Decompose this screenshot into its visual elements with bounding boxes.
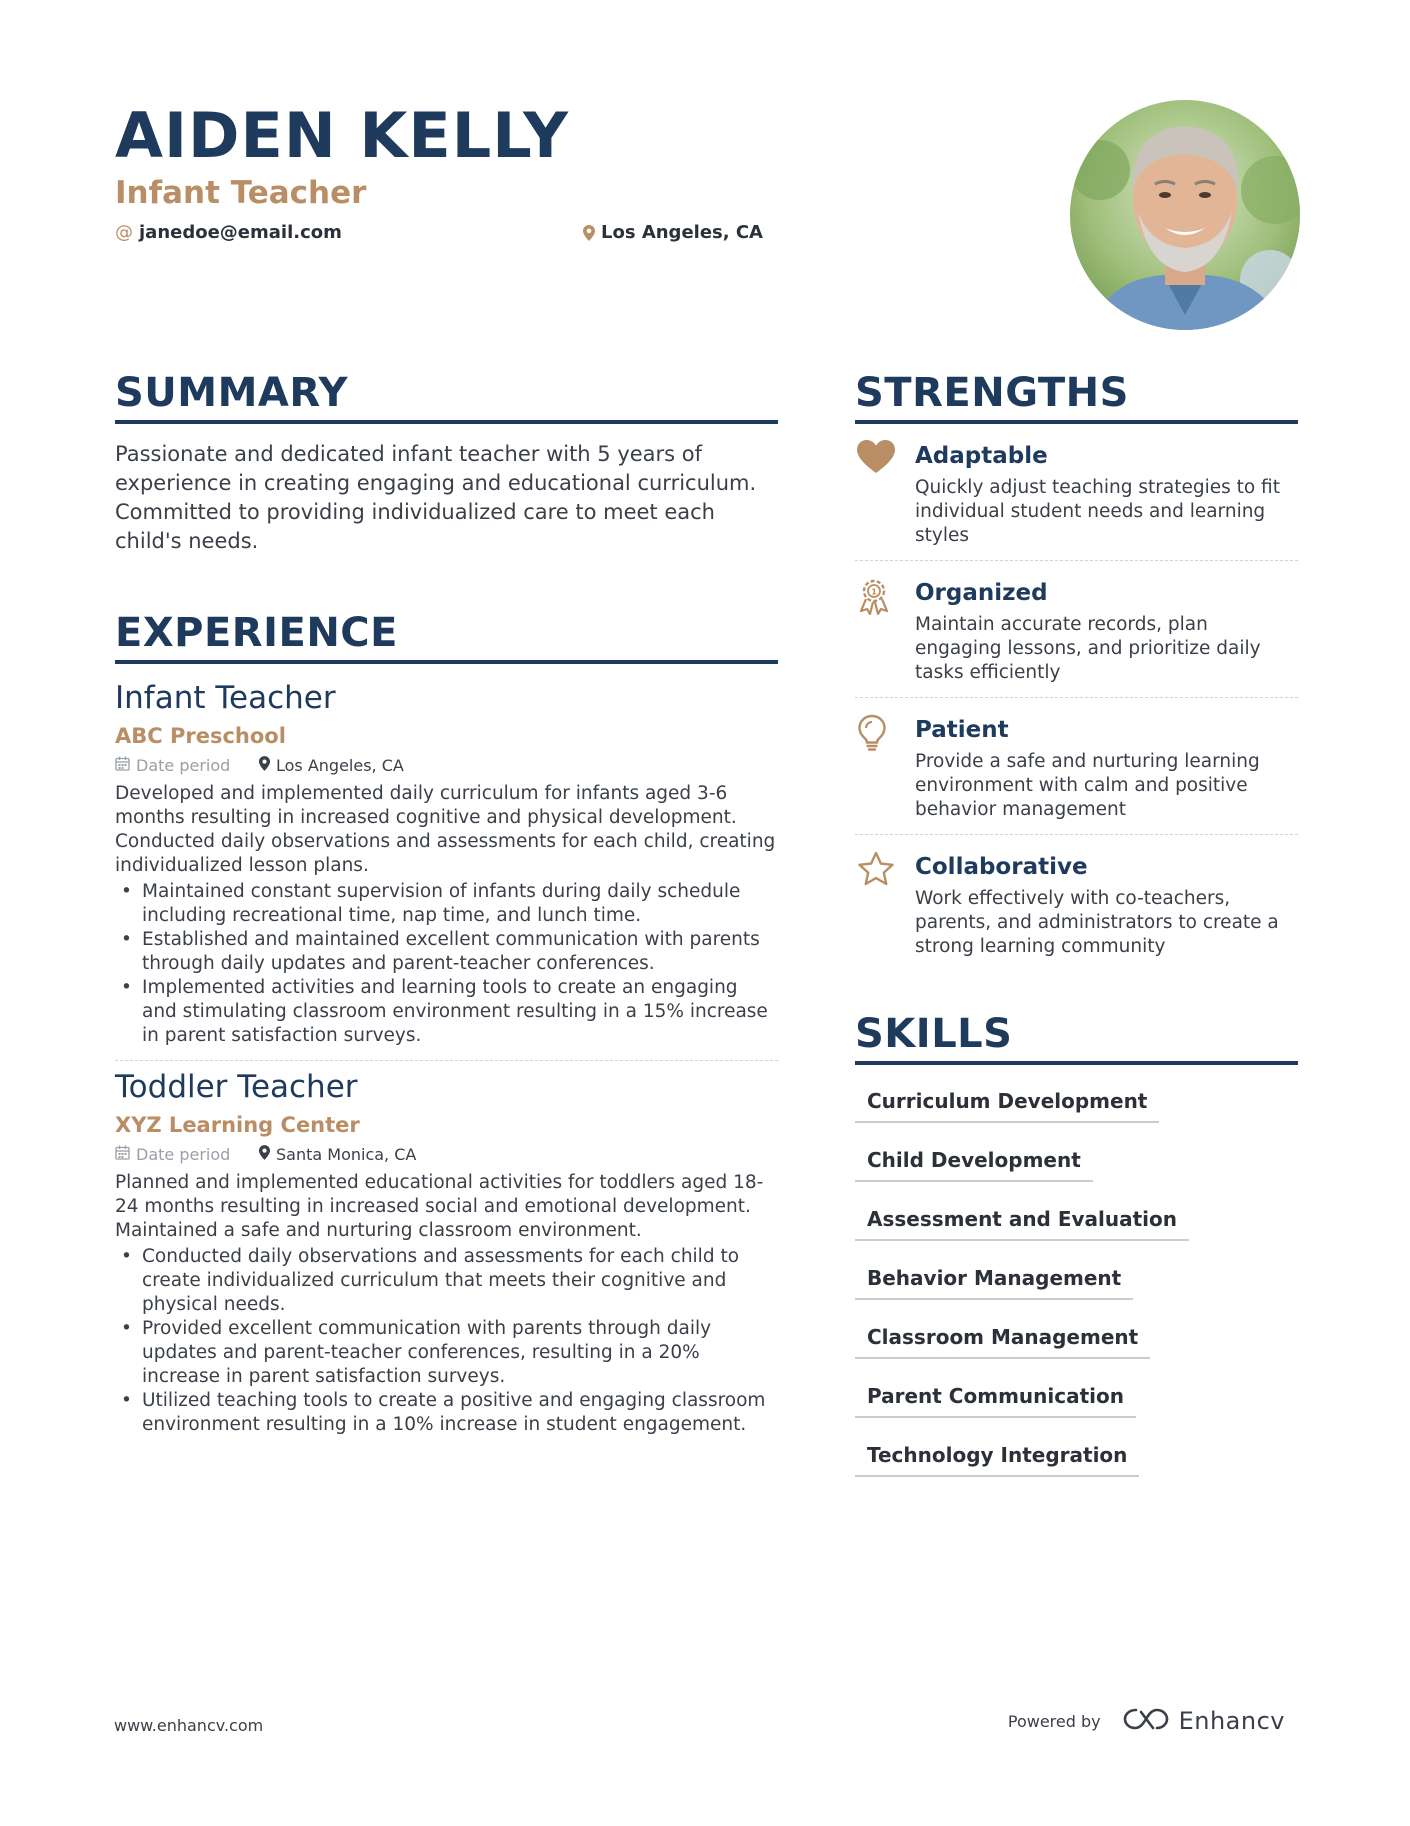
location-pin-icon xyxy=(259,754,270,778)
job-location: Los Angeles, CA xyxy=(259,754,404,778)
job-bullets xyxy=(115,880,778,1048)
job-location: Santa Monica, CA xyxy=(259,1143,416,1167)
strength-title: Organized xyxy=(915,580,1048,606)
job-meta xyxy=(115,754,778,778)
at-sign-icon: @ xyxy=(115,222,133,243)
candidate-role: Infant Teacher xyxy=(115,175,367,211)
job-title: Toddler Teacher xyxy=(115,1069,358,1105)
location-contact xyxy=(583,222,763,243)
footer-website[interactable]: www.enhancv.com xyxy=(114,1716,264,1735)
strengths-section xyxy=(855,368,1298,971)
strength-item xyxy=(855,835,1298,971)
brand-name: Enhancv xyxy=(1178,1707,1285,1735)
list-item: • Implemented activities and learning tools to create an engaging and stimulating classroom environment resulting in a 15% increase in parent satisfaction surveys. xyxy=(115,976,778,1048)
list-item: • Established and maintained excellent communication with parents through daily updates and parent-teacher conferences. xyxy=(115,928,778,976)
strength-title: Patient xyxy=(915,717,1009,743)
email-contact[interactable] xyxy=(115,222,342,243)
job-description: Planned and implemented educational activities for toddlers aged 18-24 months resulting in increased social and emotional development. Maintained a safe and nurturing classroom environment. xyxy=(115,1172,764,1241)
lightbulb-icon xyxy=(855,714,915,822)
skills-list xyxy=(855,1087,1298,1500)
experience-section xyxy=(115,608,778,1437)
footer-branding xyxy=(1008,1706,1285,1736)
strength-item xyxy=(855,561,1298,698)
resume-header xyxy=(115,100,835,250)
job-date: Date period xyxy=(115,1143,259,1167)
right-column xyxy=(855,368,1298,1500)
job-bullets xyxy=(115,1245,778,1437)
experience-heading: EXPERIENCE xyxy=(115,608,778,664)
job-entry xyxy=(115,678,778,1048)
skills-section xyxy=(855,1009,1298,1500)
list-item: • Provided excellent communication with parents through daily updates and parent-teacher conferences, resulting in a 20% increase in parent satisfaction surveys. xyxy=(115,1317,778,1389)
list-item: • Conducted daily observations and assessments for each child to create individualized curriculum that meets their cognitive and physical needs. xyxy=(115,1245,778,1317)
skill-tag: Assessment and Evaluation xyxy=(855,1205,1189,1241)
company-name: ABC Preschool xyxy=(115,724,286,748)
strengths-heading: STRENGTHS xyxy=(855,368,1298,424)
candidate-name: AIDEN KELLY xyxy=(115,99,569,172)
contact-info xyxy=(115,222,835,250)
job-meta xyxy=(115,1143,778,1167)
strength-description: Quickly adjust teaching strategies to fit individual student needs and learning styles xyxy=(915,477,1280,546)
skill-tag: Behavior Management xyxy=(855,1264,1133,1300)
strength-item xyxy=(855,424,1298,561)
skills-heading: SKILLS xyxy=(855,1009,1298,1065)
job-description: Developed and implemented daily curriculum for infants aged 3-6 months resulting in increased cognitive and physical development. Conducted daily observations and assessments for each child, creating individualized lesson plans. xyxy=(115,783,776,876)
summary-heading: SUMMARY xyxy=(115,368,778,424)
company-name: XYZ Learning Center xyxy=(115,1113,360,1137)
strength-title: Collaborative xyxy=(915,854,1088,880)
strength-item xyxy=(855,698,1298,835)
job-divider xyxy=(115,1060,778,1061)
location-text: Los Angeles, CA xyxy=(601,222,763,243)
location-pin-icon xyxy=(259,1143,270,1167)
star-icon xyxy=(855,851,915,959)
job-title: Infant Teacher xyxy=(115,680,336,716)
award-ribbon-icon xyxy=(855,577,915,685)
enhancv-logo-icon xyxy=(1123,1706,1169,1736)
strength-description: Maintain accurate records, plan engaging lessons, and prioritize daily tasks efficiently xyxy=(915,614,1261,683)
skill-tag: Parent Communication xyxy=(855,1382,1136,1418)
list-item: • Utilized teaching tools to create a positive and engaging classroom environment resulting in a 10% increase in student engagement. xyxy=(115,1389,778,1437)
profile-photo xyxy=(1070,100,1300,330)
strength-description: Provide a safe and nurturing learning environment with calm and positive behavior management xyxy=(915,751,1260,820)
calendar-icon xyxy=(115,1143,130,1167)
email-text: janedoe@email.com xyxy=(139,222,342,243)
strength-title: Adaptable xyxy=(915,443,1048,469)
skill-tag: Classroom Management xyxy=(855,1323,1150,1359)
brand-logo[interactable] xyxy=(1123,1706,1285,1736)
left-column xyxy=(115,368,778,1437)
summary-section xyxy=(115,368,778,556)
list-item: • Maintained constant supervision of infants during daily schedule including recreational time, nap time, and lunch time. xyxy=(115,880,778,928)
job-date: Date period xyxy=(115,754,259,778)
strength-description: Work effectively with co-teachers, parents, and administrators to create a strong learning community xyxy=(915,888,1279,957)
skill-tag: Technology Integration xyxy=(855,1441,1139,1477)
location-pin-icon xyxy=(583,225,595,241)
job-entry xyxy=(115,1067,778,1437)
heart-icon xyxy=(855,440,915,548)
summary-text: Passionate and dedicated infant teacher with 5 years of experience in creating engaging and educational curriculum. Committed to providing individualized care to meet each child's needs. xyxy=(115,442,757,553)
skill-tag: Child Development xyxy=(855,1146,1093,1182)
calendar-icon xyxy=(115,754,130,778)
svg-text:1: 1 xyxy=(871,587,877,597)
powered-by-text: Powered by xyxy=(1007,1711,1101,1731)
skill-tag: Curriculum Development xyxy=(855,1087,1159,1123)
